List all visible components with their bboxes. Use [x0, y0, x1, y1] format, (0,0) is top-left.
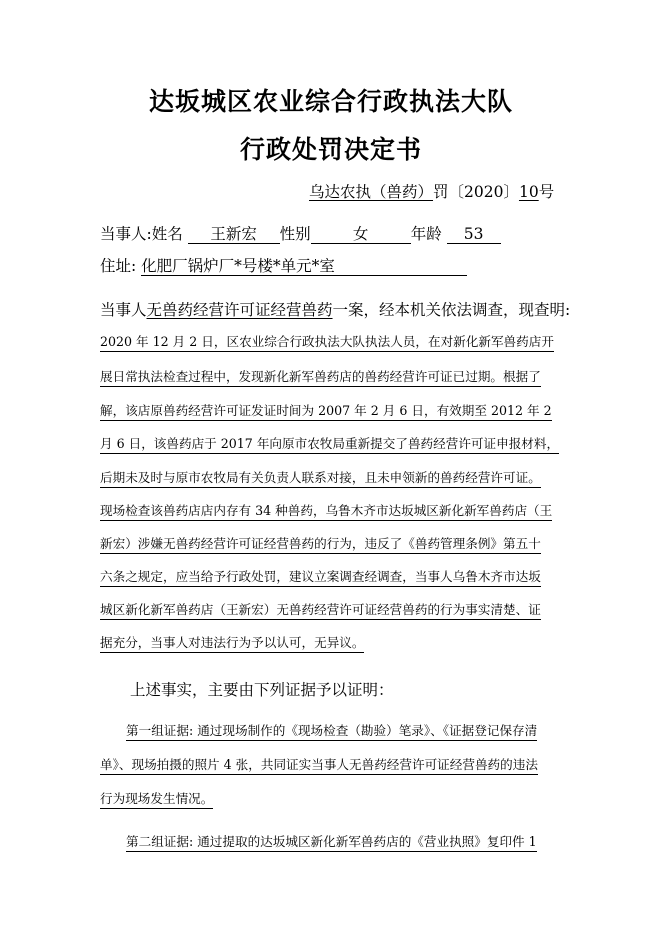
- evidence-line: 第二组证据: 通过提取的达坂城区新化新军兽药店的《营业执照》复印件 1: [126, 833, 588, 852]
- gender-value: 女: [311, 225, 411, 244]
- case-line: 2020 年 12 月 2 日，区农业综合行政执法大队执法人员，在对新化新军兽药店开: [100, 333, 562, 352]
- address-label: 住址:: [100, 257, 137, 275]
- case-line: 解，该店原兽药经营许可证发证时间为 2007 年 2 月 6 日，有效期至 2012 年 2: [100, 402, 562, 421]
- case-lead: [100, 298, 570, 320]
- doc-number-value: 10: [518, 183, 539, 201]
- agency-title: 达坂城区农业综合行政执法大队: [148, 87, 513, 116]
- name-value: 王新宏: [188, 225, 280, 244]
- doc-number-suffix: 号: [538, 183, 555, 201]
- party-info-row: [100, 222, 501, 244]
- evidence-intro: 上述事实，主要由下列证据予以证明：: [130, 681, 394, 699]
- age-value: 53: [447, 225, 501, 244]
- case-line: 后期未及时与原市农牧局有关负责人联系对接，且未申领新的兽药经营许可证。: [100, 469, 562, 488]
- age-label: 年龄: [410, 225, 442, 243]
- doc-number-middle: 罚〔2020〕: [433, 183, 519, 201]
- name-label: 当事人:姓名: [100, 225, 183, 243]
- case-line: 新宏）涉嫌无兽药经营许可证经营兽药的行为，违反了《兽药管理条例》第五十: [100, 535, 562, 554]
- case-name: 无兽药经营许可证经营兽药: [146, 301, 333, 319]
- evidence-line: 行为现场发生情况。: [100, 790, 562, 809]
- gender-label: 性别: [279, 225, 311, 243]
- case-lead-prefix: 当事人: [100, 301, 147, 319]
- address-value: 化肥厂锅炉厂*号楼*单元*室: [141, 257, 467, 276]
- case-line: 现场检查该兽药店店内存有 34 种兽药，乌鲁木齐市达坂城区新化新军兽药店（王: [100, 502, 562, 521]
- address-row: [100, 254, 467, 276]
- document-number: [309, 180, 554, 202]
- doc-number-prefix: 乌达农执（兽药）: [309, 183, 434, 201]
- case-line: 展日常执法检查过程中，发现新化新军兽药店的兽药经营许可证已过期。根据了: [100, 368, 562, 387]
- evidence-line: 第一组证据: 通过现场制作的《现场检查（勘验）笔录》、《证据登记保存清: [126, 722, 588, 741]
- case-lead-suffix: 一案，经本机关依法调查，现查明:: [332, 301, 571, 319]
- evidence-line: 单》、现场拍摄的照片 4 张，共同证实当事人无兽药经营许可证经营兽药的违法: [100, 756, 562, 775]
- case-line: 城区新化新军兽药店（王新宏）无兽药经营许可证经营兽药的行为事实清楚、证: [100, 601, 562, 620]
- document-title: 行政处罚决定书: [239, 135, 422, 164]
- case-line: 据充分，当事人对违法行为予以认可，无异议。: [100, 634, 562, 653]
- case-line: 六条之规定，应当给予行政处罚，建议立案调查经调查，当事人乌鲁木齐市达坂: [100, 568, 562, 587]
- case-line: 月 6 日，该兽药店于 2017 年向原市农牧局重新提交了兽药经营许可证申报材料，: [100, 435, 562, 454]
